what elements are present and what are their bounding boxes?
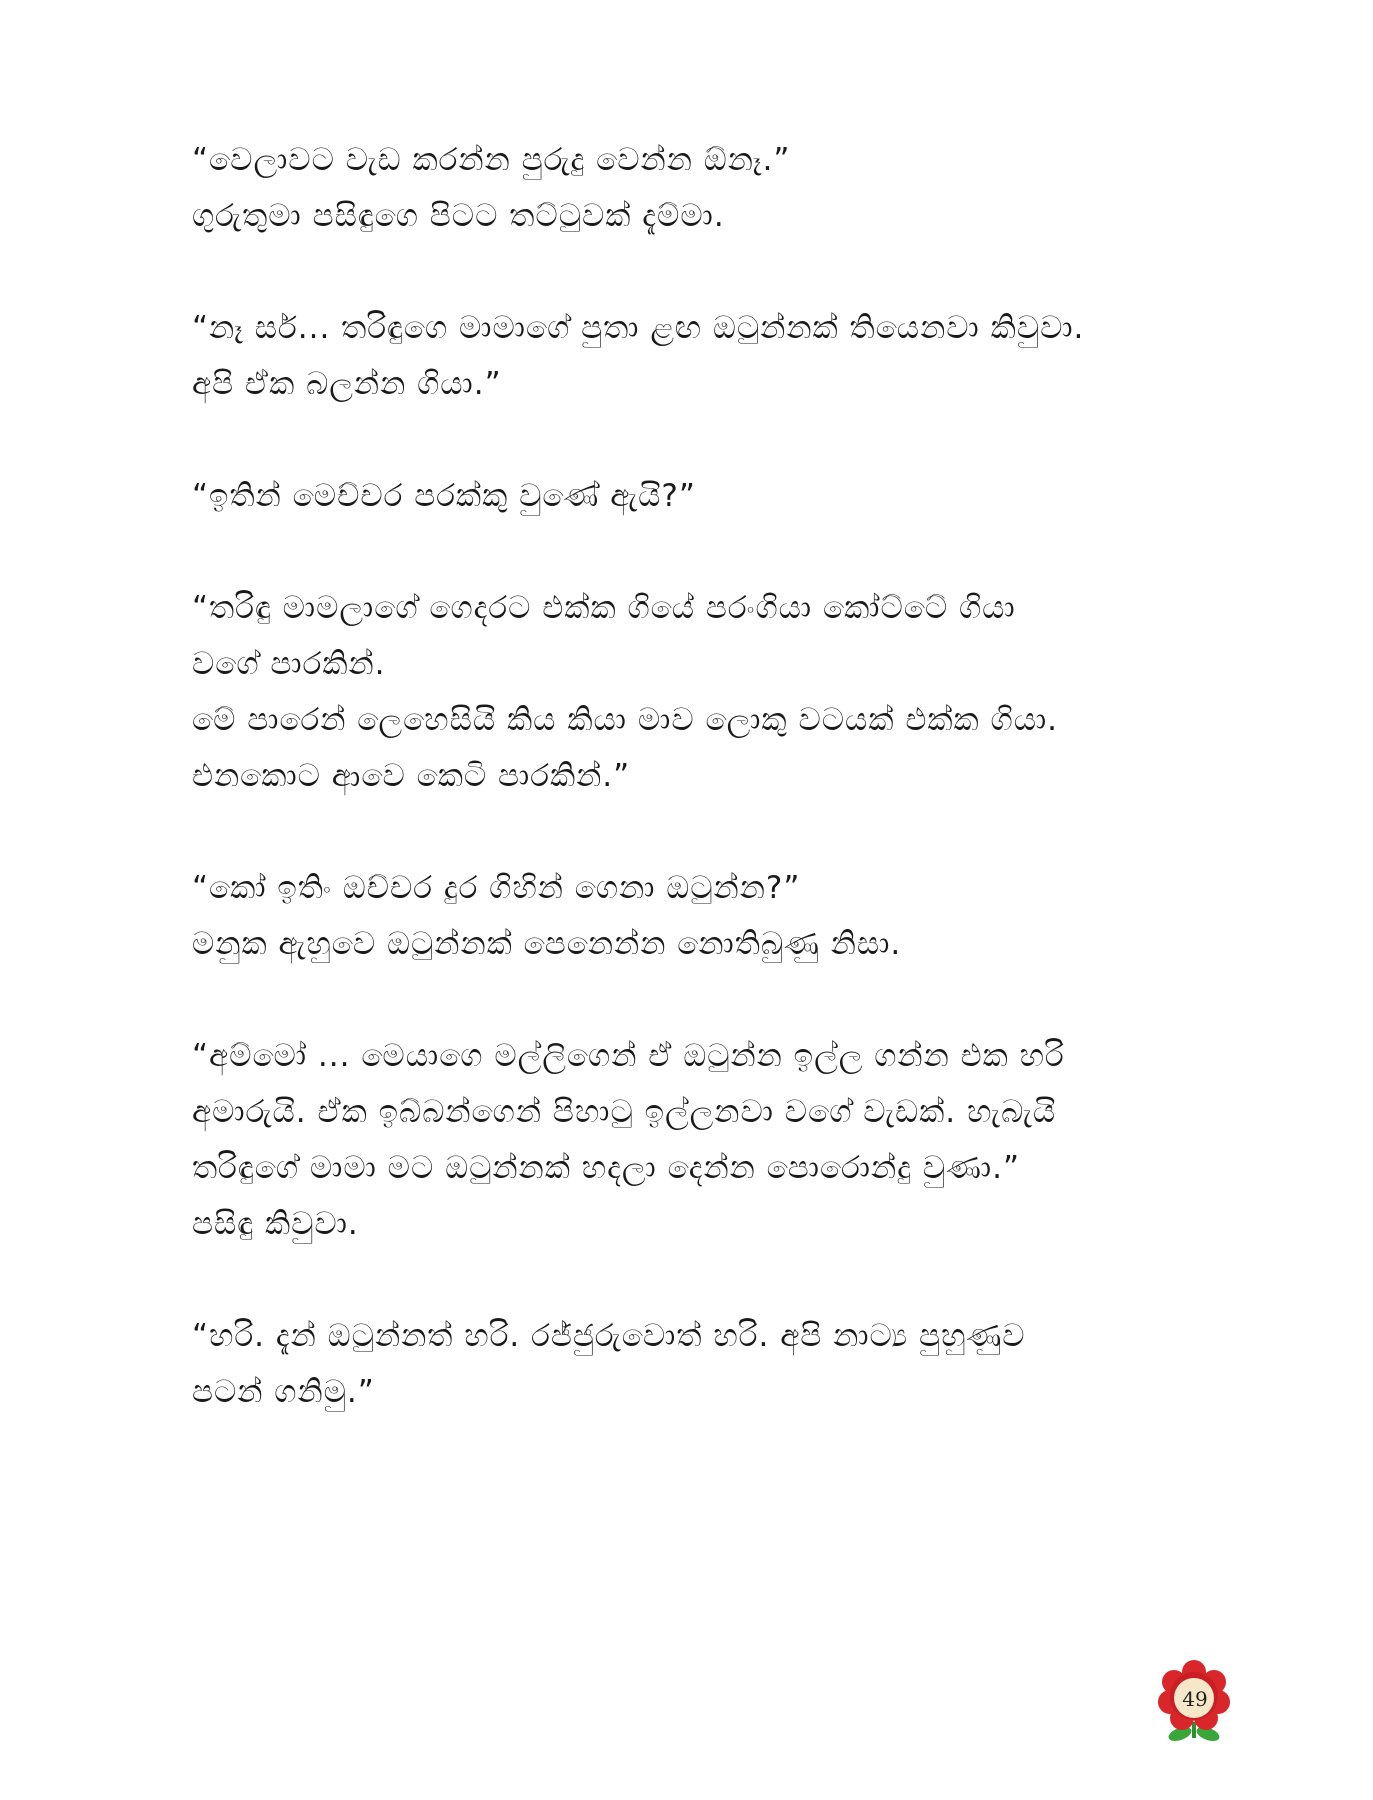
text-line: අපි ඒක බලන්න ගියා.” bbox=[192, 366, 502, 402]
text-line: පසිඳු කිවුවා. bbox=[192, 1206, 359, 1242]
paragraph-3 bbox=[192, 468, 1232, 524]
story-text bbox=[192, 132, 1232, 1476]
text-line: “වෙලාවට වැඩ කරන්න පුරුදු වෙන්න ඕනෑ.” bbox=[192, 142, 791, 178]
text-line: අමාරුයි. ඒක ඉබ්බන්ගෙන් පිහාටු ඉල්ලනවා වගේ වැඩක්. හැබැයි bbox=[192, 1094, 1057, 1130]
paragraph-7 bbox=[192, 1308, 1232, 1420]
text-line: “කෝ ඉතිං ඔච්චර දුර ගිහින් ගෙනා ඔටුන්න?” bbox=[192, 870, 801, 906]
paragraph-2 bbox=[192, 300, 1232, 412]
text-line: “හරි. දැන් ඔටුන්නත් හරි. රජ්ජුරුවොත් හරි. අපි නාට්‍ය පුහුණුව bbox=[192, 1318, 1026, 1354]
text-line: ගුරුතුමා පසිඳුගෙ පිටට තට්ටුවක් දැම්මා. bbox=[192, 198, 725, 234]
text-line: මේ පාරෙන් ලෙහෙසියි කිය කියා මාව ලොකු වටයක් එක්ක ගියා. bbox=[192, 702, 1059, 738]
paragraph-5 bbox=[192, 860, 1232, 972]
text-line: පටන් ගනිමු.” bbox=[192, 1374, 375, 1410]
text-line: වගේ පාරකින්. bbox=[192, 646, 386, 682]
text-line: “අම්මෝ ... මෙයාගෙ මල්ලිගෙන් ඒ ඔටුන්න ඉල්ල ගන්න එක හරි bbox=[192, 1038, 1065, 1074]
text-line: තරිඳුගේ මාමා මට ඔටුන්නක් හදලා දෙන්න පොරොන්දු වුණා.” bbox=[192, 1150, 1021, 1186]
page-number: 49 bbox=[1182, 1687, 1208, 1711]
text-line: “නෑ සර්... තරිඳුගෙ මාමාගේ පුතා ළඟ ඔටුන්නක් තියෙනවා කිවුවා. bbox=[192, 310, 1085, 346]
text-line: “ඉතින් මෙච්චර පරක්කු වුණේ ඇයි?” bbox=[192, 478, 696, 514]
text-line: “තරිඳු මාමලාගේ ගෙදරට එක්ක ගියේ පරංගියා කෝට්ටේ ගියා bbox=[192, 590, 1016, 626]
text-line: එනකොට ආවෙ කෙටි පාරකින්.” bbox=[192, 758, 631, 794]
paragraph-1 bbox=[192, 132, 1232, 244]
paragraph-6 bbox=[192, 1028, 1232, 1252]
text-line: මනුක ඇහුවෙ ඔටුන්නක් පෙනෙන්න නොතිබුණු නිසා. bbox=[192, 926, 902, 962]
paragraph-4 bbox=[192, 580, 1232, 804]
